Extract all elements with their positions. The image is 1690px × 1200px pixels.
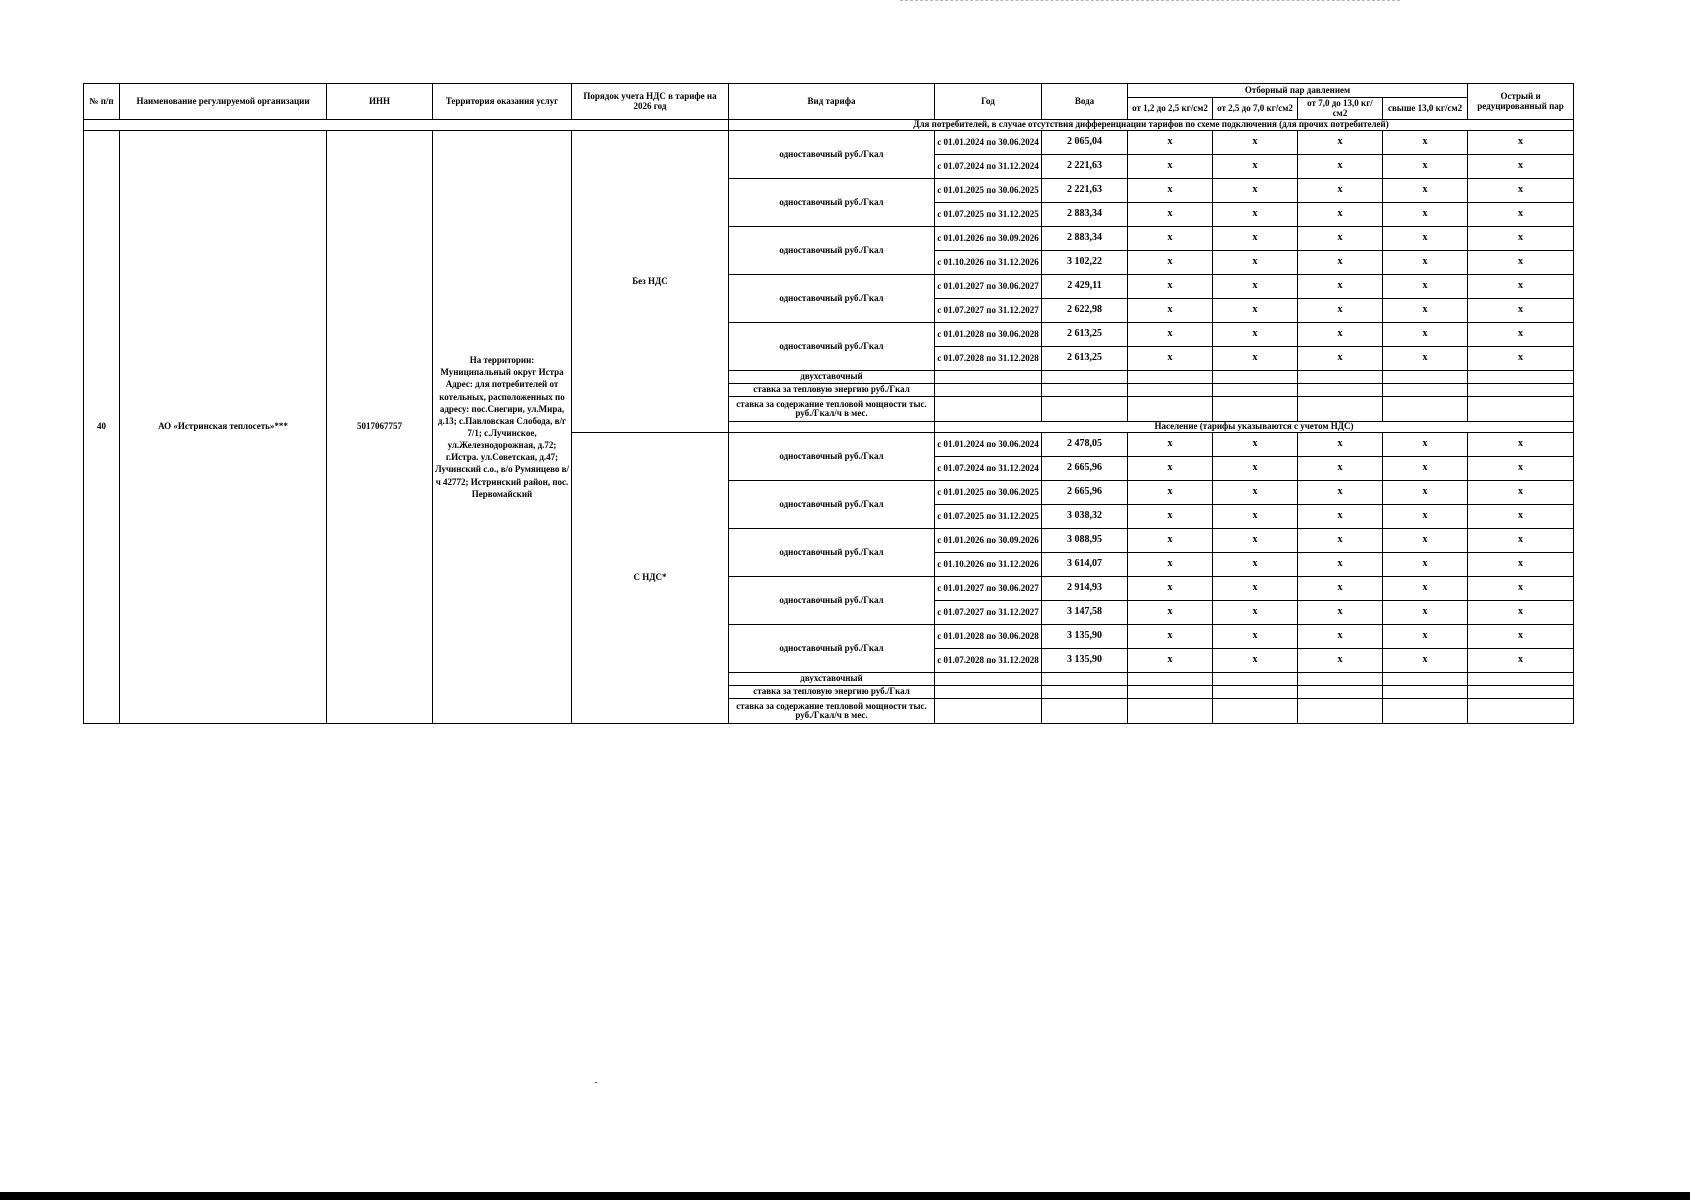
not-applicable-mark: x <box>1128 275 1213 299</box>
not-applicable-mark: x <box>1468 275 1574 299</box>
not-applicable-mark: x <box>1468 577 1574 601</box>
not-applicable-mark: x <box>1128 155 1213 179</box>
not-applicable-mark: x <box>1383 505 1468 529</box>
water-value: 2 221,63 <box>1042 155 1128 179</box>
water-value: 2 478,05 <box>1042 433 1128 457</box>
not-applicable-mark: x <box>1468 131 1574 155</box>
period-cell: с 01.01.2026 по 30.09.2026 <box>935 529 1042 553</box>
empty-cell <box>1468 699 1574 724</box>
period-cell: с 01.07.2024 по 31.12.2024 <box>935 457 1042 481</box>
water-value: 2 883,34 <box>1042 227 1128 251</box>
header-pressure-4: свыше 13,0 кг/см2 <box>1383 98 1468 120</box>
not-applicable-mark: x <box>1383 553 1468 577</box>
empty-cell <box>1468 397 1574 422</box>
not-applicable-mark: x <box>1213 433 1298 457</box>
not-applicable-mark: x <box>1213 275 1298 299</box>
not-applicable-mark: x <box>1128 347 1213 371</box>
not-applicable-mark: x <box>1213 179 1298 203</box>
water-value: 2 665,96 <box>1042 457 1128 481</box>
section-other-row <box>84 120 1574 131</box>
period-cell: с 01.07.2024 по 31.12.2024 <box>935 155 1042 179</box>
not-applicable-mark: x <box>1383 601 1468 625</box>
tariff-type-cell: одноставочный руб./Гкал <box>729 179 935 227</box>
empty-cell <box>935 699 1042 724</box>
not-applicable-mark: x <box>1213 299 1298 323</box>
not-applicable-mark: x <box>1128 649 1213 673</box>
not-applicable-mark: x <box>1298 529 1383 553</box>
empty-cell <box>1042 699 1128 724</box>
not-applicable-mark: x <box>1128 227 1213 251</box>
scan-top-mark <box>900 0 1400 2</box>
tariff-type-cell: ставка за содержание тепловой мощности тыс. руб./Гкал/ч в мес. <box>729 397 935 422</box>
empty-cell <box>1213 397 1298 422</box>
header-inn: ИНН <box>327 84 433 120</box>
empty-cell <box>1298 699 1383 724</box>
tariff-type-cell: одноставочный руб./Гкал <box>729 323 935 371</box>
tariff-type-cell: одноставочный руб./Гкал <box>729 433 935 481</box>
empty-cell <box>1042 673 1128 686</box>
empty-cell <box>1383 699 1468 724</box>
not-applicable-mark: x <box>1128 577 1213 601</box>
header-num: № п/п <box>84 84 120 120</box>
empty-cell <box>1128 686 1213 699</box>
water-value: 3 088,95 <box>1042 529 1128 553</box>
not-applicable-mark: x <box>1468 553 1574 577</box>
not-applicable-mark: x <box>1468 433 1574 457</box>
not-applicable-mark: x <box>1213 601 1298 625</box>
empty-cell <box>1042 371 1128 384</box>
header-pressure-2: от 2,5 до 7,0 кг/см2 <box>1213 98 1298 120</box>
not-applicable-mark: x <box>1213 203 1298 227</box>
not-applicable-mark: x <box>1468 347 1574 371</box>
not-applicable-mark: x <box>1468 529 1574 553</box>
tariff-type-cell: одноставочный руб./Гкал <box>729 131 935 179</box>
table-row <box>84 131 1574 155</box>
water-value: 2 429,11 <box>1042 275 1128 299</box>
empty-cell <box>1298 371 1383 384</box>
org-inn: 5017067757 <box>327 131 433 724</box>
not-applicable-mark: x <box>1468 505 1574 529</box>
not-applicable-mark: x <box>1298 251 1383 275</box>
water-value: 3 135,90 <box>1042 625 1128 649</box>
not-applicable-mark: x <box>1128 251 1213 275</box>
section-population-title: Население (тарифы указываются с учетом НДС) <box>935 422 1574 433</box>
tariff-type-cell: двухставочный <box>729 371 935 384</box>
empty-cell <box>1298 397 1383 422</box>
period-cell: с 01.01.2025 по 30.06.2025 <box>935 481 1042 505</box>
section-other-blank <box>84 120 729 131</box>
not-applicable-mark: x <box>1468 649 1574 673</box>
header-pressure-1: от 1,2 до 2,5 кг/см2 <box>1128 98 1213 120</box>
empty-cell <box>935 673 1042 686</box>
not-applicable-mark: x <box>1468 457 1574 481</box>
not-applicable-mark: x <box>1468 251 1574 275</box>
empty-cell <box>1383 673 1468 686</box>
header-water: Вода <box>1042 84 1128 120</box>
tariff-type-cell: одноставочный руб./Гкал <box>729 227 935 275</box>
not-applicable-mark: x <box>1298 227 1383 251</box>
period-cell: с 01.07.2025 по 31.12.2025 <box>935 203 1042 227</box>
not-applicable-mark: x <box>1468 203 1574 227</box>
period-cell: с 01.10.2026 по 31.12.2026 <box>935 251 1042 275</box>
org-number: 40 <box>84 131 120 724</box>
period-cell: с 01.01.2028 по 30.06.2028 <box>935 323 1042 347</box>
empty-cell <box>1468 686 1574 699</box>
header-pressure-3: от 7,0 до 13,0 кг/см2 <box>1298 98 1383 120</box>
not-applicable-mark: x <box>1213 323 1298 347</box>
water-value: 2 221,63 <box>1042 179 1128 203</box>
empty-cell <box>1468 673 1574 686</box>
header-tariff-type: Вид тарифа <box>729 84 935 120</box>
period-cell: с 01.01.2024 по 30.06.2024 <box>935 131 1042 155</box>
water-value: 3 102,22 <box>1042 251 1128 275</box>
not-applicable-mark: x <box>1213 529 1298 553</box>
not-applicable-mark: x <box>1298 347 1383 371</box>
not-applicable-mark: x <box>1383 227 1468 251</box>
not-applicable-mark: x <box>1128 529 1213 553</box>
not-applicable-mark: x <box>1383 203 1468 227</box>
not-applicable-mark: x <box>1128 323 1213 347</box>
not-applicable-mark: x <box>1128 457 1213 481</box>
not-applicable-mark: x <box>1298 155 1383 179</box>
header-org-name: Наименование регулируемой организации <box>120 84 327 120</box>
not-applicable-mark: x <box>1213 649 1298 673</box>
org-territory: На территории: Муниципальный округ Истра Адрес: для потребителей от котельных, расположенных по адресу: пос.Снегири, ул.Мира, д.13; с.Павловская Слобода, в/г 7/1; с.Лучинское, ул.Железнодорожная, д.72; г.Истра. ул.Советская, д.47; Лучинский с.о., в/о Румянцево в/ч 42772; Истринский район, пос. Первомайский <box>433 131 572 724</box>
water-value: 3 147,58 <box>1042 601 1128 625</box>
not-applicable-mark: x <box>1298 505 1383 529</box>
period-cell: с 01.01.2024 по 30.06.2024 <box>935 433 1042 457</box>
water-value: 3 038,32 <box>1042 505 1128 529</box>
tariff-type-cell: одноставочный руб./Гкал <box>729 577 935 625</box>
water-value: 2 914,93 <box>1042 577 1128 601</box>
period-cell: с 01.07.2025 по 31.12.2025 <box>935 505 1042 529</box>
tariff-type-cell: одноставочный руб./Гкал <box>729 529 935 577</box>
not-applicable-mark: x <box>1128 505 1213 529</box>
not-applicable-mark: x <box>1213 131 1298 155</box>
not-applicable-mark: x <box>1383 625 1468 649</box>
not-applicable-mark: x <box>1213 457 1298 481</box>
water-value: 3 135,90 <box>1042 649 1128 673</box>
not-applicable-mark: x <box>1128 601 1213 625</box>
not-applicable-mark: x <box>1298 577 1383 601</box>
not-applicable-mark: x <box>1468 227 1574 251</box>
tariff-type-cell: одноставочный руб./Гкал <box>729 481 935 529</box>
tariff-type-cell: ставка за тепловую энергию руб./Гкал <box>729 686 935 699</box>
tariff-type-cell: одноставочный руб./Гкал <box>729 625 935 673</box>
empty-cell <box>1042 397 1128 422</box>
empty-cell <box>1128 699 1213 724</box>
not-applicable-mark: x <box>1213 481 1298 505</box>
not-applicable-mark: x <box>1213 577 1298 601</box>
tariff-table <box>83 83 1574 724</box>
tariff-type-cell: ставка за содержание тепловой мощности тыс. руб./Гкал/ч в мес. <box>729 699 935 724</box>
period-cell: с 01.10.2026 по 31.12.2026 <box>935 553 1042 577</box>
not-applicable-mark: x <box>1128 131 1213 155</box>
not-applicable-mark: x <box>1298 625 1383 649</box>
empty-cell <box>1128 397 1213 422</box>
empty-cell <box>1468 371 1574 384</box>
not-applicable-mark: x <box>1128 203 1213 227</box>
not-applicable-mark: x <box>1213 347 1298 371</box>
empty-cell <box>1383 371 1468 384</box>
tariff-type-cell: ставка за тепловую энергию руб./Гкал <box>729 384 935 397</box>
not-applicable-mark: x <box>1298 649 1383 673</box>
empty-cell <box>935 384 1042 397</box>
not-applicable-mark: x <box>1128 481 1213 505</box>
tariff-type-cell: одноставочный руб./Гкал <box>729 275 935 323</box>
empty-cell <box>1213 371 1298 384</box>
org-name: АО «Истринская теплосеть»*** <box>120 131 327 724</box>
not-applicable-mark: x <box>1213 227 1298 251</box>
scan-dot <box>595 1082 597 1083</box>
not-applicable-mark: x <box>1383 323 1468 347</box>
header-sharp-steam: Острый и редуцированный пар <box>1468 84 1574 120</box>
not-applicable-mark: x <box>1468 299 1574 323</box>
not-applicable-mark: x <box>1383 275 1468 299</box>
not-applicable-mark: x <box>1383 649 1468 673</box>
not-applicable-mark: x <box>1213 505 1298 529</box>
not-applicable-mark: x <box>1383 299 1468 323</box>
not-applicable-mark: x <box>1128 433 1213 457</box>
not-applicable-mark: x <box>1468 625 1574 649</box>
not-applicable-mark: x <box>1468 179 1574 203</box>
not-applicable-mark: x <box>1298 553 1383 577</box>
not-applicable-mark: x <box>1468 601 1574 625</box>
not-applicable-mark: x <box>1298 601 1383 625</box>
water-value: 2 665,96 <box>1042 481 1128 505</box>
empty-cell <box>1128 384 1213 397</box>
not-applicable-mark: x <box>1213 155 1298 179</box>
not-applicable-mark: x <box>1468 155 1574 179</box>
header-year: Год <box>935 84 1042 120</box>
empty-cell <box>1042 686 1128 699</box>
not-applicable-mark: x <box>1298 131 1383 155</box>
empty-cell <box>1213 673 1298 686</box>
empty-cell <box>1383 686 1468 699</box>
not-applicable-mark: x <box>1298 179 1383 203</box>
not-applicable-mark: x <box>1128 553 1213 577</box>
empty-cell <box>1128 673 1213 686</box>
section-population-blank <box>729 422 935 433</box>
not-applicable-mark: x <box>1298 433 1383 457</box>
period-cell: с 01.01.2027 по 30.06.2027 <box>935 577 1042 601</box>
empty-cell <box>1213 686 1298 699</box>
period-cell: с 01.07.2027 по 31.12.2027 <box>935 601 1042 625</box>
header-steam-group: Отборный пар давлением <box>1128 84 1468 98</box>
period-cell: с 01.07.2027 по 31.12.2027 <box>935 299 1042 323</box>
empty-cell <box>1128 371 1213 384</box>
empty-cell <box>935 686 1042 699</box>
water-value: 3 614,07 <box>1042 553 1128 577</box>
header-row-1 <box>84 84 1574 98</box>
tariff-type-cell: двухставочный <box>729 673 935 686</box>
not-applicable-mark: x <box>1383 347 1468 371</box>
not-applicable-mark: x <box>1383 529 1468 553</box>
vat-order-cell: С НДС* <box>572 433 729 724</box>
vat-order-cell: Без НДС <box>572 131 729 433</box>
water-value: 2 613,25 <box>1042 347 1128 371</box>
not-applicable-mark: x <box>1298 299 1383 323</box>
header-territory: Территория оказания услуг <box>433 84 572 120</box>
not-applicable-mark: x <box>1298 481 1383 505</box>
empty-cell <box>1213 699 1298 724</box>
not-applicable-mark: x <box>1383 481 1468 505</box>
not-applicable-mark: x <box>1213 251 1298 275</box>
section-other-title: Для потребителей, в случае отсутствия дифференциации тарифов по схеме подключения (для прочих потребителей) <box>729 120 1574 131</box>
water-value: 2 613,25 <box>1042 323 1128 347</box>
not-applicable-mark: x <box>1213 553 1298 577</box>
period-cell: с 01.01.2026 по 30.09.2026 <box>935 227 1042 251</box>
not-applicable-mark: x <box>1298 457 1383 481</box>
not-applicable-mark: x <box>1298 203 1383 227</box>
water-value: 2 883,34 <box>1042 203 1128 227</box>
not-applicable-mark: x <box>1213 625 1298 649</box>
not-applicable-mark: x <box>1298 275 1383 299</box>
not-applicable-mark: x <box>1128 299 1213 323</box>
scan-bottom-edge <box>0 1192 1690 1200</box>
not-applicable-mark: x <box>1383 577 1468 601</box>
not-applicable-mark: x <box>1383 433 1468 457</box>
empty-cell <box>1213 384 1298 397</box>
empty-cell <box>1042 384 1128 397</box>
not-applicable-mark: x <box>1383 131 1468 155</box>
not-applicable-mark: x <box>1468 323 1574 347</box>
empty-cell <box>1298 686 1383 699</box>
not-applicable-mark: x <box>1383 251 1468 275</box>
not-applicable-mark: x <box>1383 179 1468 203</box>
header-vat-order: Порядок учета НДС в тарифе на 2026 год <box>572 84 729 120</box>
empty-cell <box>935 397 1042 422</box>
water-value: 2 622,98 <box>1042 299 1128 323</box>
not-applicable-mark: x <box>1468 481 1574 505</box>
period-cell: с 01.01.2027 по 30.06.2027 <box>935 275 1042 299</box>
not-applicable-mark: x <box>1128 625 1213 649</box>
empty-cell <box>1298 673 1383 686</box>
empty-cell <box>1468 384 1574 397</box>
not-applicable-mark: x <box>1298 323 1383 347</box>
period-cell: с 01.01.2028 по 30.06.2028 <box>935 625 1042 649</box>
water-value: 2 065,04 <box>1042 131 1128 155</box>
not-applicable-mark: x <box>1383 457 1468 481</box>
empty-cell <box>1383 384 1468 397</box>
period-cell: с 01.07.2028 по 31.12.2028 <box>935 649 1042 673</box>
period-cell: с 01.07.2028 по 31.12.2028 <box>935 347 1042 371</box>
not-applicable-mark: x <box>1128 179 1213 203</box>
not-applicable-mark: x <box>1383 155 1468 179</box>
empty-cell <box>1298 384 1383 397</box>
empty-cell <box>935 371 1042 384</box>
empty-cell <box>1383 397 1468 422</box>
period-cell: с 01.01.2025 по 30.06.2025 <box>935 179 1042 203</box>
